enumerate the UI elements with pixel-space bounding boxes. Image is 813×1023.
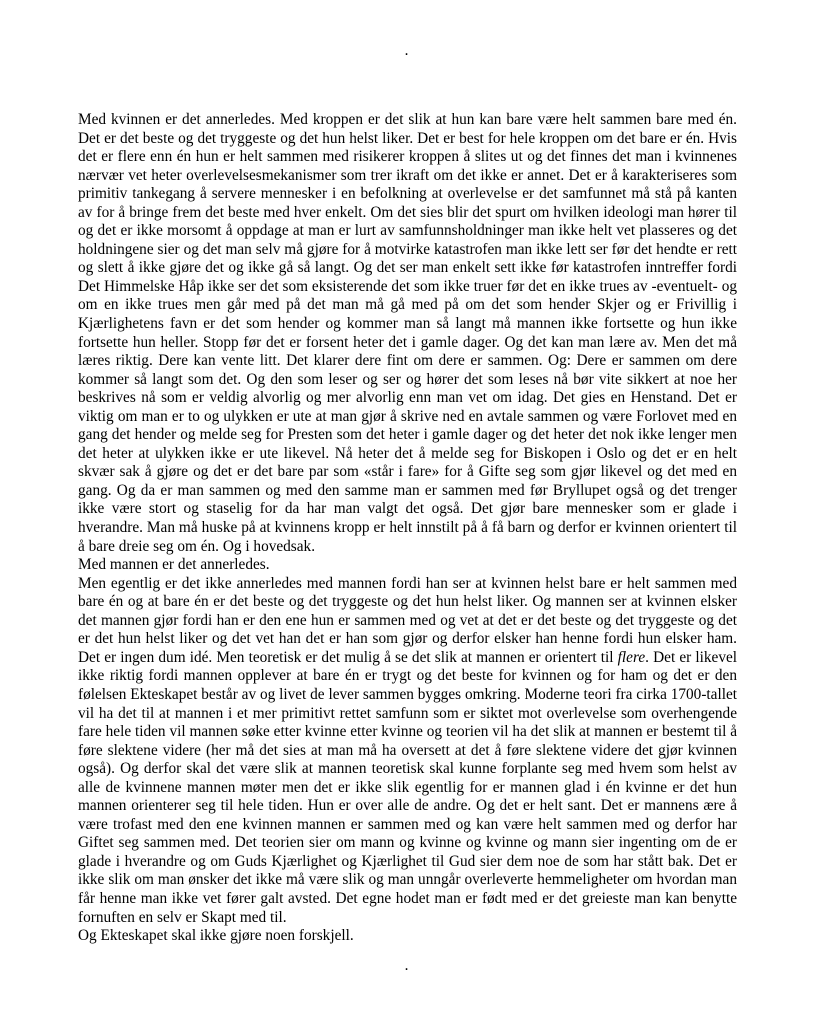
page-header-mark: . [404,42,409,59]
paragraph-3-text-end: . Det er likevel ikke riktig fordi mannen opplever at bare én er trygt og det beste for kvinnen og for ham og det er den følelsen Ekteskapet består av og livet de lever sammen bygges omkring. Moderne teori fra cirka 1700-tallet vil ha det til at mannen i et mer primitivt rettet samfunn som er siktet mot overlevelse som overhengende fare hele tiden vil mannen søke etter kvinne etter kvinne og teorien vil ha det slik at mannen er bestemt til å føre slektene videre (her må det sies at man må ha oversett at det å føre slektene videre det gjør kvinnen også). Og derfor skal det være slik at mannen teoretisk skal kunne forplante seg med hvem som helst av alle de kvinnene mannen møter men det er ikke slik egentlig for er mannen glad i én kvinne er det hun mannen orienterer seg til hele tiden. Hun er over alle de andre. Og det er helt sant. Det er mannens ære å være trofast med den ene kvinnen mannen er sammen med og kan være helt sammen med og derfor har Giftet seg sammen med. Det teorien sier om mann og kvinne og kvinne og mann sier ingenting om de er glade i hverandre og om Guds Kjærlighet og Kjærlighet til Gud sier dem noe de som har stått bak. Det er ikke slik om man ønsker det ikke må være slik og man unngår overleverte hemmeligheter om hvordan man får henne man ikke vet fører galt avsted. Det egne hodet man er født med er det greieste man kan benytte fornuften en selv er Skapt med til. [78,648,738,926]
page-footer-mark: . [404,957,409,974]
paragraph-4: Og Ekteskapet skal ikke gjøre noen forskjell. [78,927,354,945]
document-text [78,111,737,946]
paragraph-3 [78,575,737,927]
paragraph-2: Med mannen er det annerledes. [78,556,270,574]
paragraph-3-italic-word: flere [617,648,646,666]
paragraph-1: Med kvinnen er det annerledes. Med kroppen er det slik at hun kan bare være helt sammen bare med én. Det er det beste og det tryggeste og det hun helst liker. Det er best for hele kroppen om det bare er én. Hvis det er flere enn én hun er helt sammen med risikerer kroppen å slites ut og det finnes det man i kvinnenes nærvær vet heter overlevelsesmekanismer som trer ikraft om det ikke er annet. Det er å karakteriseres som primitiv tankegang å servere mennesker i en befolkning at overlevelse er det samfunnet må stå på kanten av for å bringe frem det beste med hver enkelt. Om det sies blir det spurt om hvilken ideologi man hører til og det er ikke morsomt å oppdage at man er lurt av samfunnsholdninger man ikke helt vet plasseres og det holdningene sier og det man selv må gjøre for å motvirke katastrofen man ikke lett ser før det hendte er rett og slett å ikke gjøre det og ikke gå så langt. Og det ser man enkelt sett ikke før katastrofen inntreffer fordi Det Himmelske Håp ikke ser det som eksisterende det som ikke truer før det en ikke trues av -eventuelt- og om en ikke trues men går med på det man må gå med på om det som hender Skjer og er Frivillig i Kjærlighetens favn er det som hender og kommer man så langt må mannen ikke fortsette og hun ikke fortsette hun heller. Stopp før det er forsent heter det i gamle dager. Og det kan man lære av. Men det må læres riktig. Dere kan vente litt. Det klarer dere fint om dere er sammen. Og: Dere er sammen om dere kommer så langt som det. Og den som leser og ser og hører det som leses nå bør vite sikkert at noe her beskrives nå som er veldig alvorlig og mer alvorlig enn man vet om idag. Det gies en Henstand. Det er viktig om man er to og ulykken er ute at man gjør å skrive ned en avtale sammen og være Forlovet med en gang det hender og melde seg for Presten som det heter i gamle dager og det heter det nok ikke lenger men det heter at ulykken ikke er ute likevel. Nå heter det å melde seg for Biskopen i Oslo og det er en helt skvær sak å gjøre og det er det bare par som «står i fare» for å Gifte seg som gjør likevel og det med en gang. Og da er man sammen og med den samme man er sammen med før Bryllupet også og det trenger ikke være stort og staselig for da har man valgt det også. Det gjør bare mennesker som er glade i hverandre. Man må huske på at kvinnens kropp er helt innstilt på å få barn og derfor er kvinnen orientert til å bare dreie seg om én. Og i hovedsak. [78,111,737,555]
paragraph-3-text-start: Men egentlig er det ikke annerledes med mannen fordi han ser at kvinnen helst bare er helt sammen med bare én og at bare én er det beste og det tryggeste og det hun helst liker. Og mannen ser at kvinnen elsker det mannen gjør fordi han er den ene hun er sammen med og vet at det er det beste og det tryggeste og det er det hun helst liker og det vet han det er han som gjør og derfor elsker han henne fordi hun elsker ham. Det er ingen dum idé. Men teoretisk er det mulig å se det slik at mannen er orientert til [78,574,737,666]
